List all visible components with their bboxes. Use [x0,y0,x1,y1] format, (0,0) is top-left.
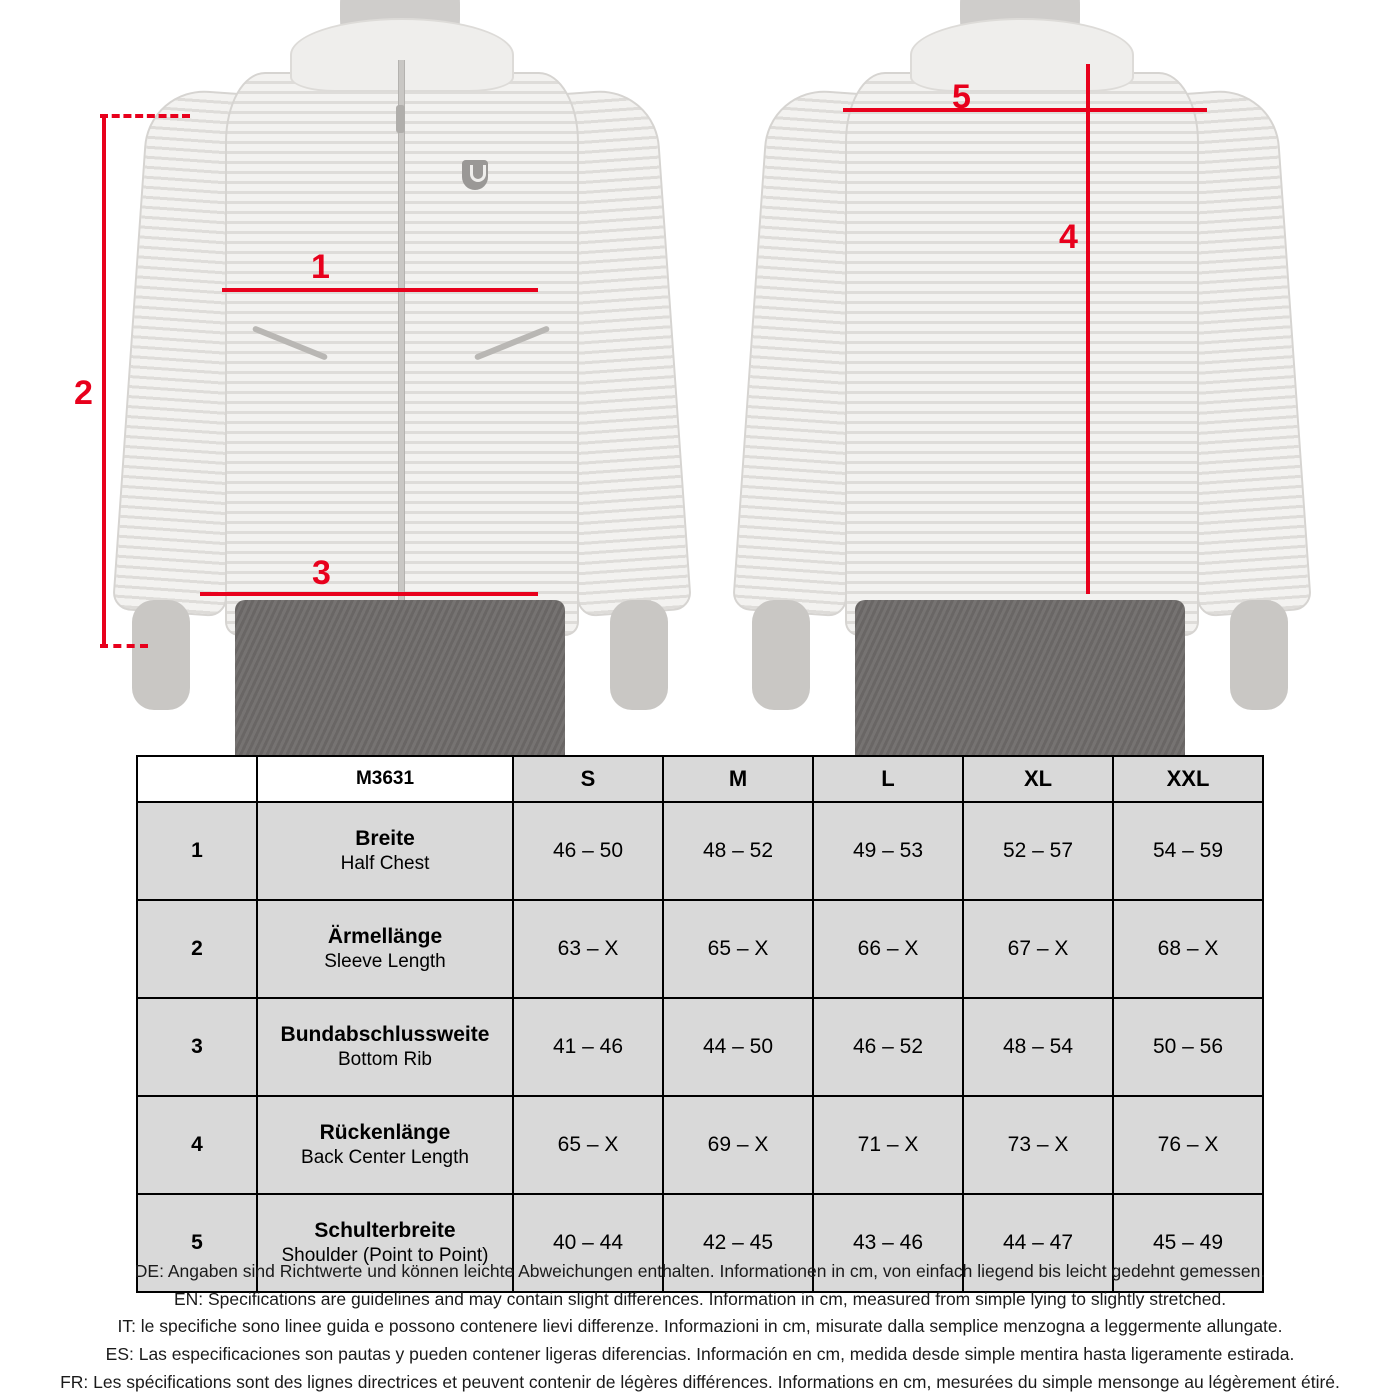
row-value-xxl: 54 – 59 [1113,802,1263,900]
row-number: 3 [137,998,257,1096]
table-header-row [137,756,1263,802]
header-size-xxl: XXL [1113,756,1263,802]
row-value-l: 46 – 52 [813,998,963,1096]
marker-label-3: 3 [312,554,331,592]
row-label-de: Ärmellänge [327,925,443,948]
row-label-de: Schulterbreite [314,1219,456,1242]
back-view-figure [740,0,1300,755]
header-size-xl: XL [963,756,1113,802]
row-label-de: Rückenlänge [319,1121,451,1144]
note-en: EN: Specifications are guidelines and may contain slight differences. Information in cm, measured from simple lying to slightly stretched. [173,1288,1227,1309]
header-size-m: M [663,756,813,802]
row-label-en: Back Center Length [301,1147,469,1169]
table-row [137,998,1263,1096]
sleeve-length-top-tick [100,114,190,118]
model-jeans-front [235,600,565,755]
row-value-m: 65 – X [663,900,813,998]
marker-label-1: 1 [311,248,330,286]
row-value-xl: 67 – X [963,900,1113,998]
header-blank [137,756,257,802]
sleeve-length-line [102,114,106,644]
row-label-en: Bottom Rib [338,1049,432,1071]
row-value-m: 42 – 45 [663,1194,813,1292]
row-value-s: 63 – X [513,900,663,998]
table-row [137,802,1263,900]
row-label-en: Half Chest [340,853,430,875]
jacket-collar-back [910,18,1134,92]
size-table [136,755,1264,1293]
row-value-xl: 48 – 54 [963,998,1113,1096]
header-size-l: L [813,756,963,802]
row-label [257,998,513,1096]
row-value-xl: 44 – 47 [963,1194,1113,1292]
row-value-xxl: 50 – 56 [1113,998,1263,1096]
row-label-de: Breite [355,827,415,850]
marker-label-5: 5 [952,78,971,116]
front-view-figure [120,0,680,755]
sleeve-length-bottom-tick [100,644,148,648]
bottom-rib-line [200,592,538,596]
marker-label-2: 2 [74,374,93,412]
row-label [257,900,513,998]
jacket-body-back [845,72,1199,636]
row-number: 2 [137,900,257,998]
row-value-xl: 73 – X [963,1096,1113,1194]
note-de: DE: Angaben sind Richtwerte und können leichte Abweichungen enthalten. Informationen in cm, von einfach liegend bis leicht gedehnt gemessen. [134,1261,1266,1281]
row-value-xxl: 68 – X [1113,900,1263,998]
header-size-s: S [513,756,663,802]
zipper-pull-icon [396,105,405,133]
back-center-length-line [1086,64,1090,594]
row-number: 4 [137,1096,257,1194]
marker-label-4: 4 [1059,218,1078,256]
row-label [257,1096,513,1194]
row-number: 5 [137,1194,257,1292]
half-chest-line [222,288,538,292]
table-row [137,1096,1263,1194]
model-jeans-back [855,600,1185,755]
row-value-s: 46 – 50 [513,802,663,900]
model-hand-left-front [132,600,190,710]
size-table-wrapper [136,755,1224,1293]
row-value-m: 69 – X [663,1096,813,1194]
row-value-xxl: 76 – X [1113,1096,1263,1194]
row-value-l: 71 – X [813,1096,963,1194]
note-it: IT: le specifiche sono linee guida e possono contenere lievi differenze. Informazioni in cm, misurate dalla semplice menzogna a leggermente allungate. [117,1316,1283,1337]
row-label-en: Shoulder (Point to Point) [281,1245,489,1267]
model-hand-right-front [610,600,668,710]
zipper [398,60,405,635]
row-label-en: Sleeve Length [324,951,446,973]
row-value-xxl: 45 – 49 [1113,1194,1263,1292]
row-value-l: 66 – X [813,900,963,998]
row-label [257,802,513,900]
header-model-code: M3631 [257,756,513,802]
row-value-s: 40 – 44 [513,1194,663,1292]
shoulder-width-line [843,108,1207,112]
row-value-s: 41 – 46 [513,998,663,1096]
row-number: 1 [137,802,257,900]
row-value-l: 49 – 53 [813,802,963,900]
row-label-de: Bundabschlussweite [280,1023,490,1046]
footnotes [0,1258,1400,1396]
row-value-m: 44 – 50 [663,998,813,1096]
row-value-l: 43 – 46 [813,1194,963,1292]
row-value-s: 65 – X [513,1096,663,1194]
row-value-m: 48 – 52 [663,802,813,900]
table-row [137,900,1263,998]
chest-logo-icon [462,160,488,190]
model-hand-right-back [1230,600,1288,710]
model-hand-left-back [752,600,810,710]
note-fr: FR: Les spécifications sont des lignes directrices et peuvent contenir de légères différences. Informations en cm, mesurées du simple mensonge au légèrement étiré. [60,1371,1340,1392]
note-es: ES: Las especificaciones son pautas y pueden contener ligeras diferencias. Información en cm, medida desde simple mentira hasta ligeramente estirada. [105,1343,1295,1364]
row-value-xl: 52 – 57 [963,802,1113,900]
